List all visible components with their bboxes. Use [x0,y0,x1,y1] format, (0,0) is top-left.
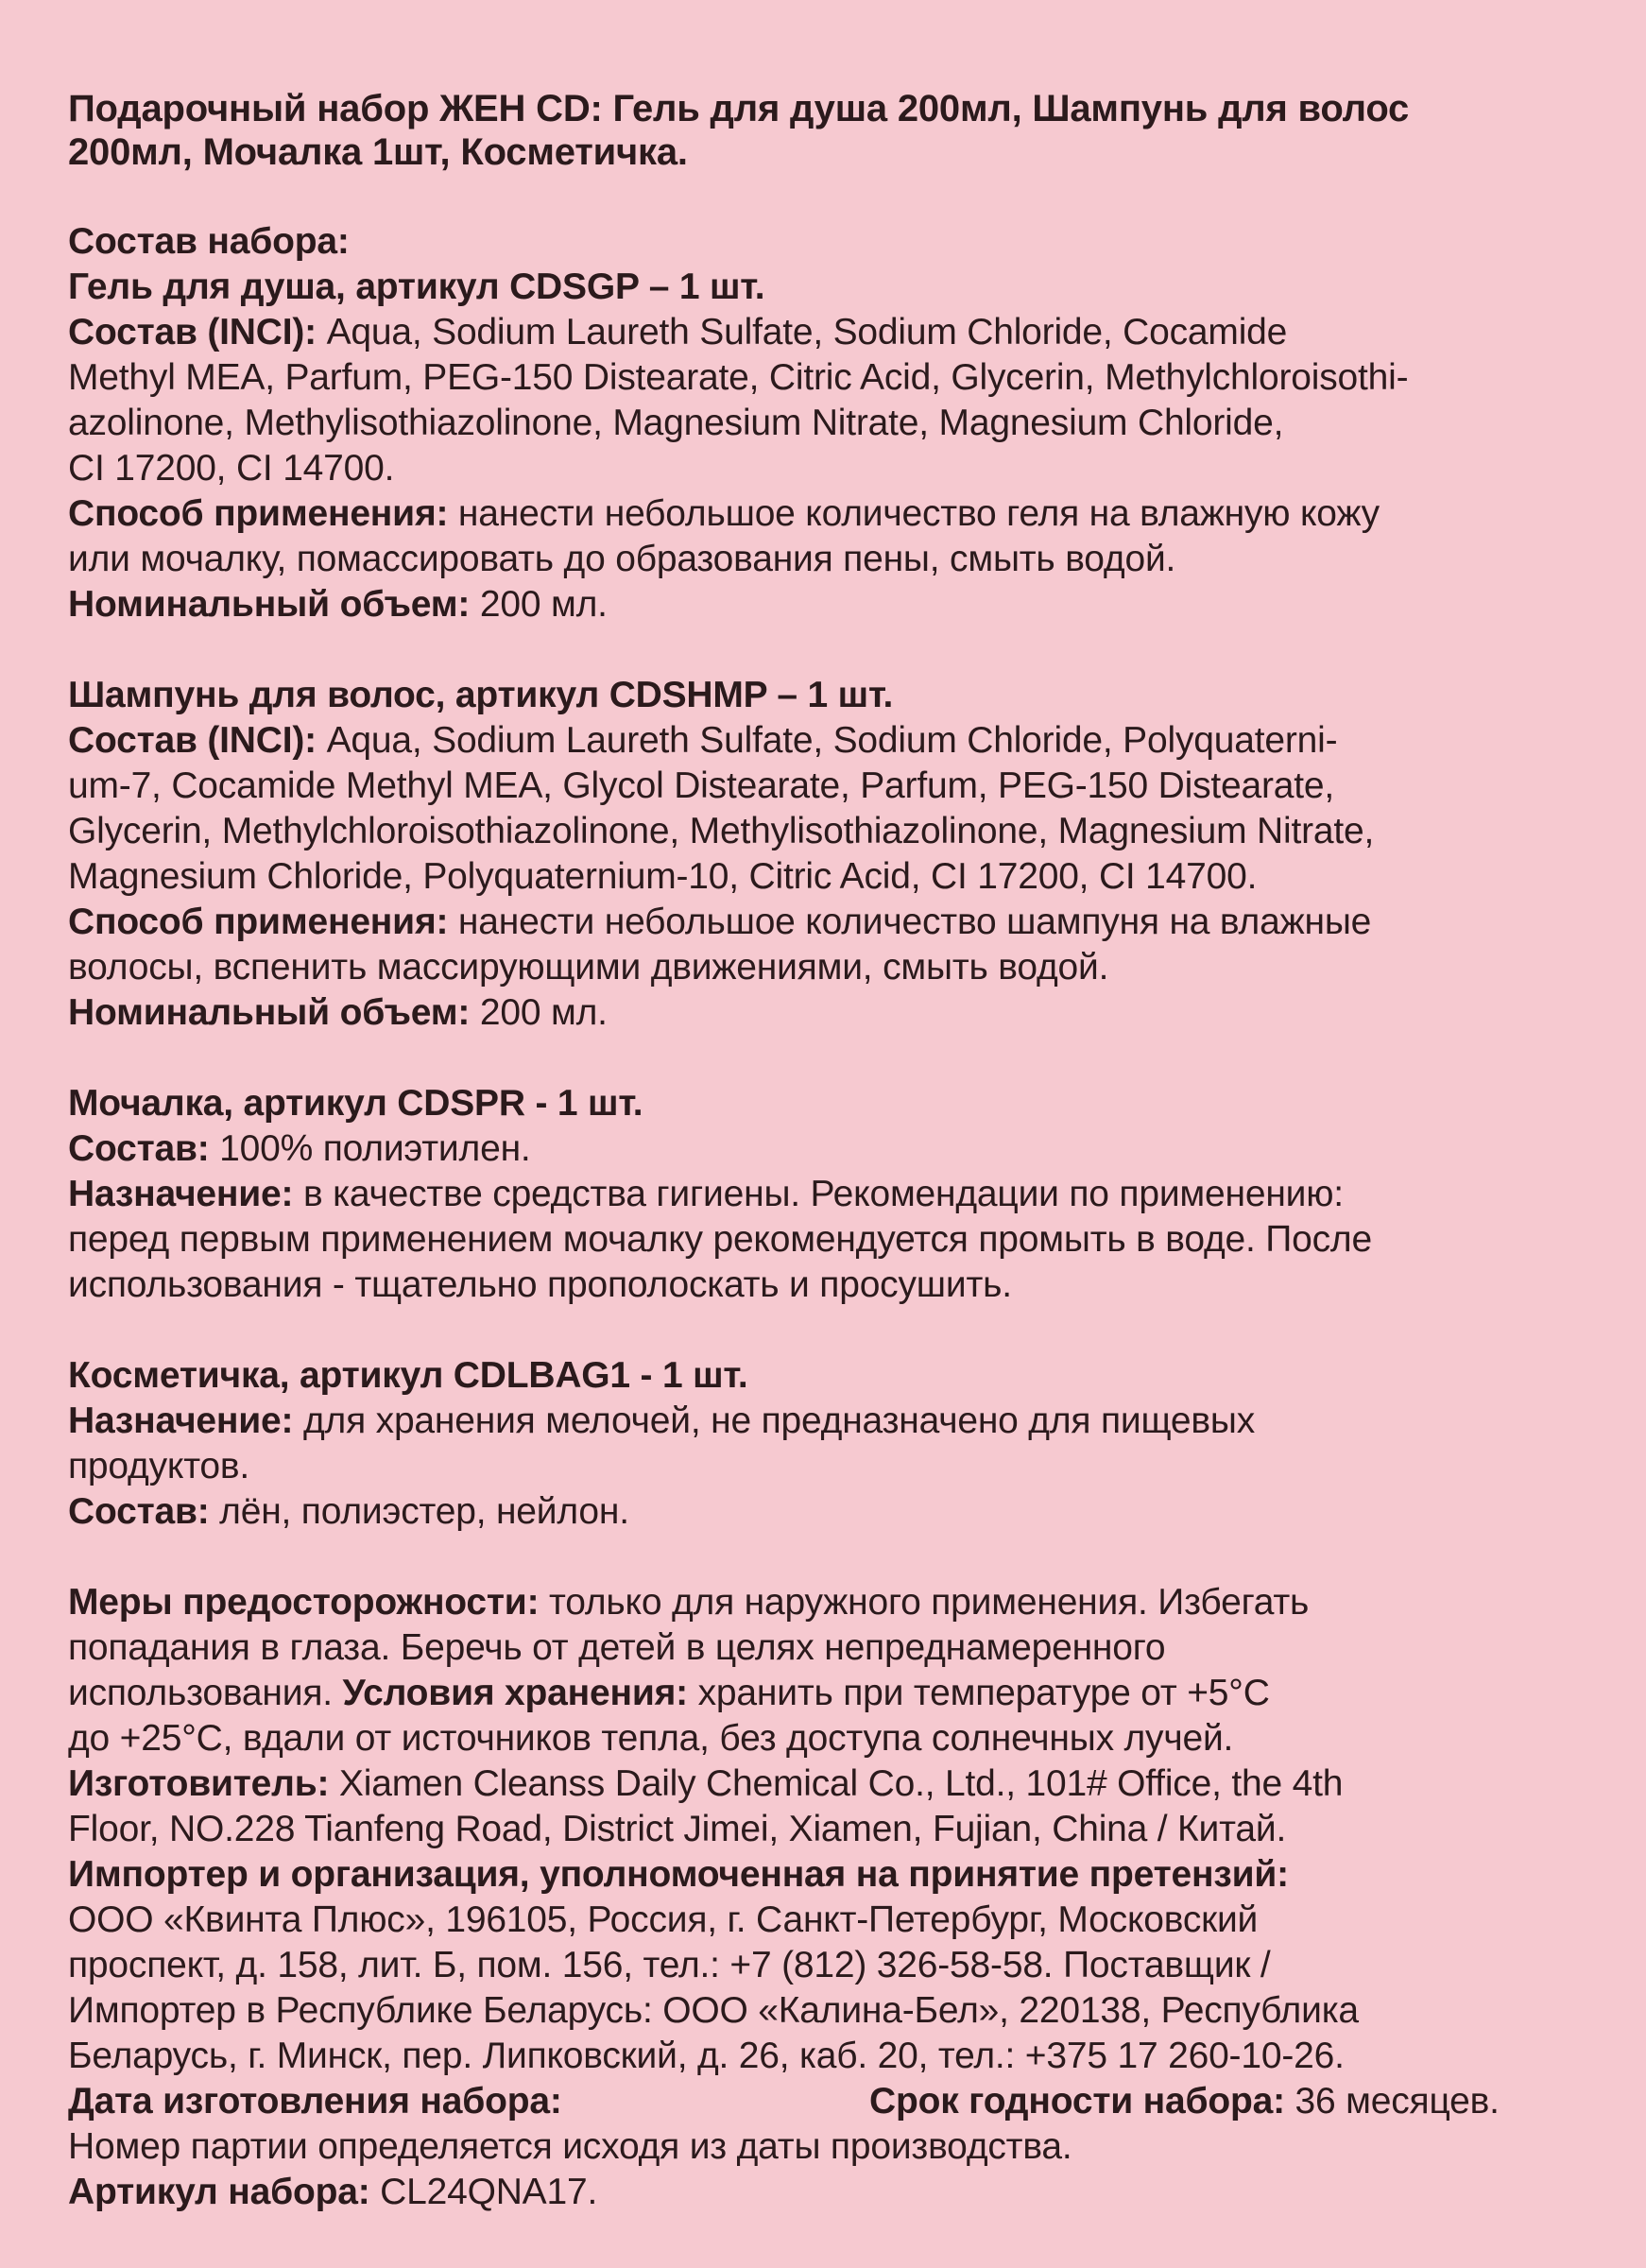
kit-sku-value: CL24QNA17. [369,2172,598,2212]
shampoo-heading: Шампунь для волос, артикул CDSHMP – 1 шт. [68,675,894,715]
gel-inci-text: Aqua, Sodium Laureth Sulfate, Sodium Chloride, Cocamide [316,312,1288,352]
sponge-heading: Мочалка, артикул CDSPR - 1 шт. [68,1083,643,1124]
sponge-composition-label: Состав: [68,1128,210,1169]
importer-line-2: проспект, д. 158, лит. Б, пом. 156, тел.: +7 (812) 326-58-58. Поставщик / [68,1945,1271,1985]
bag-purpose-text: для хранения мелочей, не предназначено для пищевых [293,1400,1256,1441]
shampoo-usage-label: Способ применения: [68,902,449,942]
shampoo-volume-value: 200 мл. [470,992,608,1033]
storage-line-2: до +25°C, вдали от источников тепла, без доступа солнечных лучей. [68,1718,1234,1759]
precautions-label: Меры предосторожности: [68,1582,540,1623]
shampoo-inci-line-4: Magnesium Chloride, Polyquaternium-10, Citric Acid, CI 17200, CI 14700. [68,856,1258,897]
mfg-date-label: Дата изготовления набора: [68,2081,562,2122]
gel-volume-value: 200 мл. [470,584,608,625]
bag-purpose-line-2: продуктов. [68,1446,250,1486]
kit-sku [68,2170,1599,2215]
bag-section [68,1353,1599,1535]
shampoo-inci-line-1 [68,718,1599,764]
gel-usage-label: Способ применения: [68,493,449,534]
gel-usage-line-1 [68,491,1599,537]
importer-label: Импортер и организация, уполномоченная на принятие претензий: [68,1854,1289,1895]
bag-purpose-label: Назначение: [68,1400,294,1441]
manufacturer-label: Изготовитель: [68,1763,330,1804]
kit-heading: Состав набора: [68,221,350,262]
gel-heading: Гель для душа, артикул CDSGP – 1 шт. [68,266,765,307]
bag-composition-value: лён, полиэстер, нейлон. [209,1491,629,1532]
legal-section [68,1580,1599,2215]
gel-usage-line-2: или мочалку, помассировать до образования пены, смыть водой. [68,539,1176,579]
gel-section [68,265,1599,627]
gel-inci-line-1 [68,310,1599,355]
storage-text: хранить при температуре от +5°C [687,1673,1270,1713]
precautions-text: только для наружного применения. Избегать [539,1582,1310,1623]
title-line-2: 200мл, Мочалка 1шт, Косметичка. [68,131,688,173]
shampoo-inci-line-3: Glycerin, Methylchloroisothiazolinone, Methylisothiazolinone, Magnesium Nitrate, [68,811,1375,851]
sponge-composition-value: 100% полиэтилен. [209,1128,531,1169]
bag-composition [68,1489,1599,1535]
sponge-section [68,1081,1599,1308]
shelf-life-value: 36 месяцев. [1284,2081,1500,2122]
product-label-document [68,87,1599,2215]
kit-heading-block [68,219,1599,265]
sponge-purpose-label: Назначение: [68,1174,294,1214]
sponge-purpose-line-3: использования - тщательно прополоскать и просушить. [68,1264,1012,1305]
shampoo-usage-text: нанести небольшое количество шампуня на влажные [448,902,1372,942]
gel-inci-line-3: azolinone, Methylisothiazolinone, Magnesium Nitrate, Magnesium Chloride, [68,403,1284,443]
shampoo-volume-label: Номинальный объем: [68,992,471,1033]
shampoo-inci-line-2: um-7, Cocamide Methyl MEA, Glycol Distearate, Parfum, PEG-150 Distearate, [68,765,1335,806]
sponge-composition [68,1126,1599,1172]
manufacturer-line-2: Floor, NO.228 Tianfeng Road, District Jimei, Xiamen, Fujian, China / Китай. [68,1809,1287,1849]
shampoo-volume [68,990,1599,1036]
importer-line-4: Беларусь, г. Минск, пер. Липковский, д. 26, каб. 20, тел.: +375 17 260-10-26. [68,2036,1345,2076]
shampoo-usage-line-2: волосы, вспенить массирующими движениями, смыть водой. [68,947,1109,988]
precautions-line-1 [68,1580,1599,1625]
shampoo-inci-text: Aqua, Sodium Laureth Sulfate, Sodium Chloride, Polyquaterni- [316,720,1338,761]
gel-volume [68,582,1599,627]
shampoo-usage-line-1 [68,900,1599,945]
gel-inci-line-4: CI 17200, CI 14700. [68,448,395,489]
storage-label: Условия хранения: [342,1673,688,1713]
gel-inci-line-2: Methyl MEA, Parfum, PEG-150 Distearate, Citric Acid, Glycerin, Methylchloroisothi- [68,357,1409,398]
importer-line-3: Импортер в Республике Беларусь: ООО «Калина-Бел», 220138, Республика [68,1990,1359,2031]
bag-purpose-line-1 [68,1399,1599,1444]
sponge-purpose-line-2: перед первым применением мочалку рекомендуется промыть в воде. После [68,1219,1372,1260]
title-line-1: Подарочный набор ЖЕН CD: Гель для душа 200мл, Шампунь для волос [68,88,1410,129]
manufacturer-text: Xiamen Cleanss Daily Chemical Co., Ltd., 101# Office, the 4th [329,1763,1344,1804]
shampoo-section [68,673,1599,1036]
precautions-text-end: использования. [68,1673,343,1713]
batch-note: Номер партии определяется исходя из даты производства. [68,2126,1072,2167]
bag-composition-label: Состав: [68,1491,210,1532]
shampoo-inci-label: Состав (INCI): [68,720,317,761]
shelf-life [869,2079,1500,2124]
bag-heading: Косметичка, артикул CDLBAG1 - 1 шт. [68,1355,748,1396]
dates-row [68,2079,1599,2124]
gel-inci-label: Состав (INCI): [68,312,317,352]
gel-volume-label: Номинальный объем: [68,584,471,625]
manufacturer-line-1 [68,1761,1599,1807]
shelf-life-label: Срок годности набора: [869,2081,1285,2122]
precautions-line-2: попадания в глаза. Беречь от детей в целях непреднамеренного [68,1627,1166,1668]
importer-line-1: ООО «Квинта Плюс», 196105, Россия, г. Санкт-Петербург, Московский [68,1899,1259,1940]
gel-usage-text: нанести небольшое количество геля на влажную кожу [448,493,1380,534]
kit-sku-label: Артикул набора: [68,2172,370,2212]
product-title [68,87,1599,174]
sponge-purpose-line-1 [68,1172,1599,1217]
sponge-purpose-text: в качестве средства гигиены. Рекомендации по применению: [293,1174,1344,1214]
precautions-storage-line [68,1671,1599,1716]
